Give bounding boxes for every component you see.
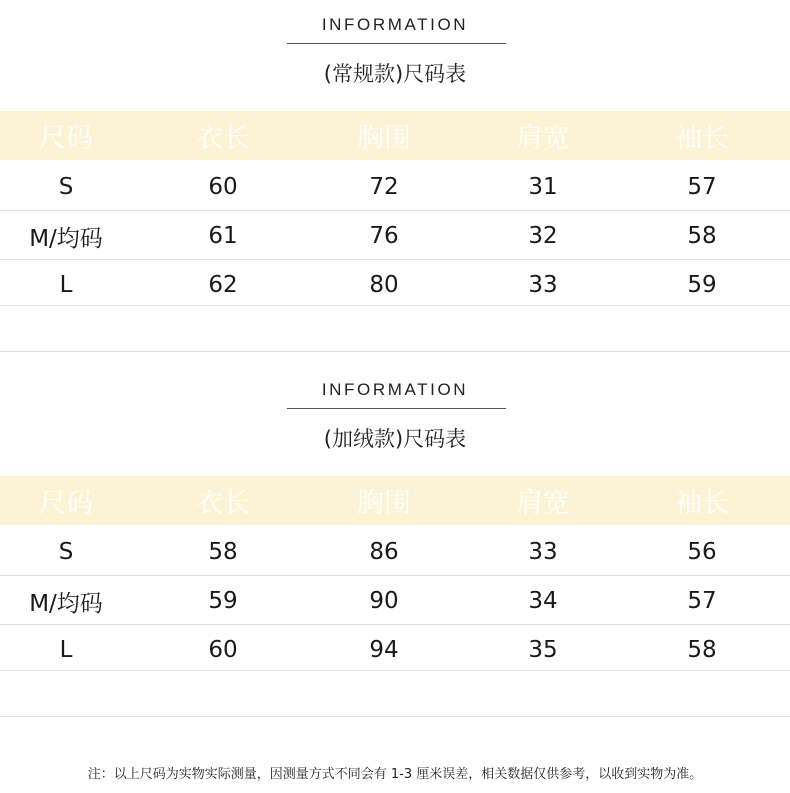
- row-divider: [0, 259, 790, 260]
- section-heading: INFORMATION: [321, 380, 469, 399]
- row-divider: [0, 351, 790, 352]
- header-cell-size: 尺码: [39, 488, 93, 519]
- table-cell: 57: [687, 174, 717, 200]
- table-row: [0, 625, 790, 675]
- header-cell-sleeve: 袖长: [675, 123, 729, 154]
- header-cell-shoulder: 肩宽: [516, 488, 570, 519]
- table-header-row: [0, 111, 790, 160]
- header-cell-length: 衣长: [196, 123, 250, 154]
- table-cell: 58: [687, 223, 717, 249]
- table-subtitle: (加绒款)尺码表: [323, 427, 467, 451]
- row-divider: [0, 716, 790, 717]
- table-row: [0, 527, 790, 577]
- table-cell: 32: [528, 223, 558, 249]
- row-divider: [0, 305, 790, 306]
- table-row: [0, 211, 790, 261]
- table-row: [0, 260, 790, 310]
- table-cell: 33: [528, 272, 558, 298]
- table-cell: M/均码: [29, 225, 103, 252]
- table-cell: 35: [528, 637, 558, 663]
- table-cell: 62: [208, 272, 238, 298]
- table-cell: 72: [369, 174, 399, 200]
- row-divider: [0, 670, 790, 671]
- measurement-note: 注：以上尺码为实物实际测量，因测量方式不同会有 1-3 厘米误差，相关数据仅供参考，以收到实物为准。: [87, 767, 703, 782]
- table-cell: 90: [369, 588, 399, 614]
- table-cell: S: [58, 174, 74, 200]
- table-cell: 59: [687, 272, 717, 298]
- header-cell-length: 衣长: [196, 488, 250, 519]
- header-cell-sleeve: 袖长: [675, 488, 729, 519]
- heading-underline: [287, 408, 506, 409]
- table-cell: 31: [528, 174, 558, 200]
- row-divider: [0, 210, 790, 211]
- table-cell: L: [59, 272, 73, 298]
- row-divider: [0, 575, 790, 576]
- header-cell-chest: 胸围: [357, 488, 411, 519]
- table-cell: 76: [369, 223, 399, 249]
- table-cell: 61: [208, 223, 238, 249]
- table-cell: 33: [528, 539, 558, 565]
- row-divider: [0, 624, 790, 625]
- table-header-row: [0, 476, 790, 525]
- table-cell: 58: [208, 539, 238, 565]
- header-cell-size: 尺码: [39, 123, 93, 154]
- table-cell: 56: [687, 539, 717, 565]
- table-cell: S: [58, 539, 74, 565]
- header-cell-chest: 胸围: [357, 123, 411, 154]
- table-subtitle: (常规款)尺码表: [323, 62, 467, 86]
- table-cell: 60: [208, 637, 238, 663]
- table-row: [0, 576, 790, 626]
- table-cell: 59: [208, 588, 238, 614]
- table-cell: 58: [687, 637, 717, 663]
- table-cell: 86: [369, 539, 399, 565]
- header-cell-shoulder: 肩宽: [516, 123, 570, 154]
- table-cell: 60: [208, 174, 238, 200]
- table-cell: 57: [687, 588, 717, 614]
- table-cell: L: [59, 637, 73, 663]
- table-cell: M/均码: [29, 590, 103, 617]
- table-cell: 94: [369, 637, 399, 663]
- table-cell: 80: [369, 272, 399, 298]
- heading-underline: [287, 43, 506, 44]
- table-cell: 34: [528, 588, 558, 614]
- table-row: [0, 162, 790, 212]
- section-heading: INFORMATION: [321, 15, 469, 34]
